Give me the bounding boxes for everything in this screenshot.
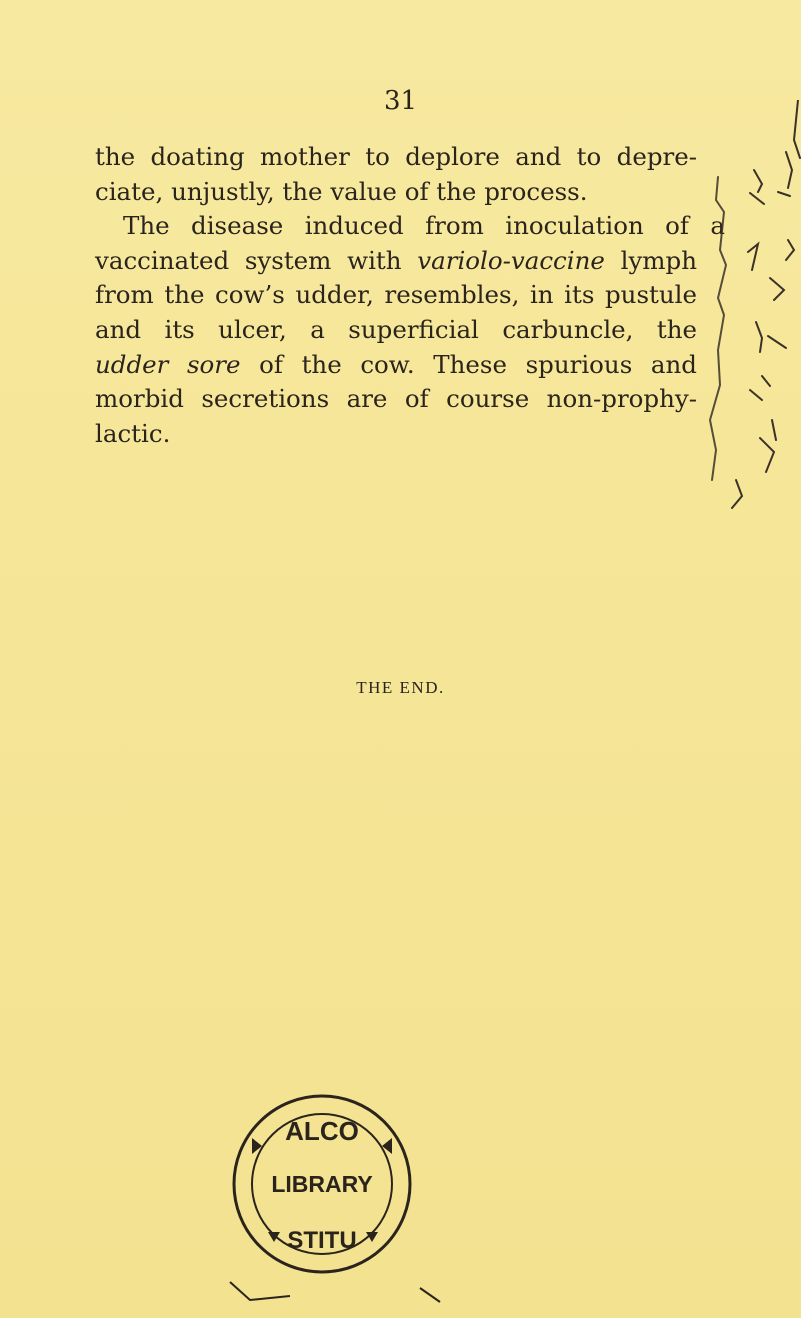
text-run: lactic. [95, 418, 171, 448]
text-run: the doating mother to deplore and to depre- [95, 142, 697, 171]
italic-text: variolo-vaccine [417, 245, 605, 275]
text-run: morbid secretions are of course non-prophy- [95, 384, 697, 414]
library-stamp [190, 1082, 450, 1312]
text-line [95, 244, 697, 279]
italic-text: udder sore [95, 349, 241, 379]
stamp-label: LIBRARY [271, 1171, 373, 1197]
end-heading: THE END. [356, 678, 445, 697]
text-line [95, 382, 697, 417]
text-line [95, 175, 715, 210]
stamp-bottom-text: STITU [287, 1227, 357, 1254]
stamp-top-text: ALCO [285, 1116, 359, 1146]
text-line [95, 348, 697, 383]
text-line [95, 417, 715, 452]
text-run: and its ulcer, a superficial carbuncle, the [95, 314, 697, 344]
margin-ink-marks [690, 100, 801, 520]
page-number: 31 [383, 86, 418, 116]
text-run: vaccinated system with [95, 245, 418, 275]
text-run: lymph [604, 245, 697, 275]
text-run: ciate, unjustly, the value of the process. [95, 176, 588, 206]
text-line [95, 278, 697, 313]
text-run: of the cow. These spurious and [240, 349, 697, 379]
body-paragraph [95, 140, 725, 451]
text-run: The disease induced from inoculation of a [123, 211, 725, 241]
text-line [95, 140, 697, 175]
text-run: from the cow’s udder, resembles, in its pustule [95, 280, 697, 310]
text-line [95, 209, 725, 244]
text-line [95, 313, 697, 348]
